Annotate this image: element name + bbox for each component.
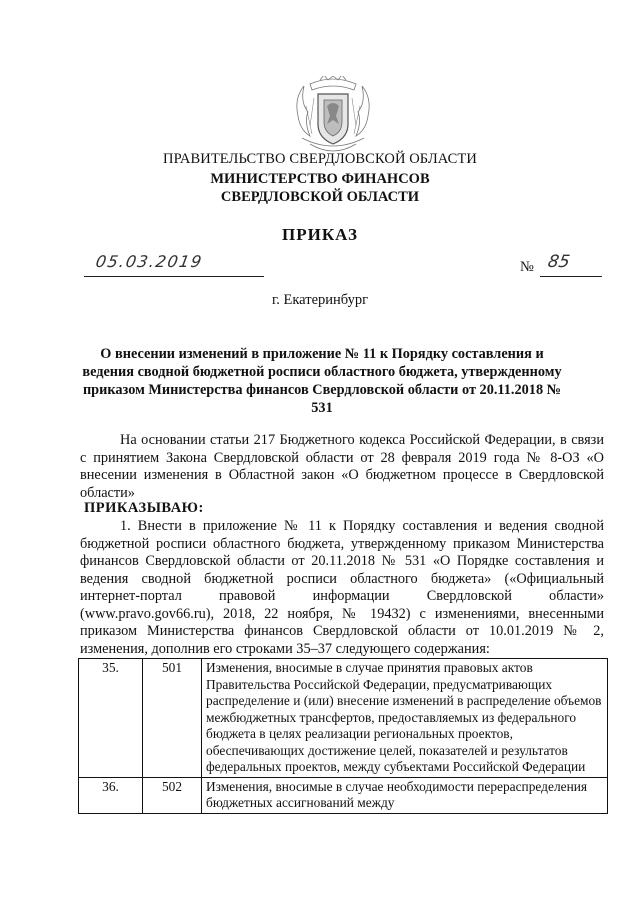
ministry-title-line1: МИНИСТЕРСТВО ФИНАНСОВ — [210, 171, 430, 187]
coat-of-arms-icon — [290, 76, 376, 160]
table-row — [79, 777, 608, 813]
table-row — [79, 659, 608, 778]
document-date: 05.03.2019 — [94, 252, 205, 271]
government-title: ПРАВИТЕЛЬСТВО СВЕРДЛОВСКОЙ ОБЛАСТИ — [163, 151, 477, 167]
preamble-paragraph: На основании статьи 217 Бюджетного кодекса Российской Федерации, в связи с принятием Закона Свердловской области от 28 февраля 2019 года № 8-ОЗ «О внесении изменения в Областной закон «О бюджетном процессе в Свердловской области» — [80, 432, 604, 501]
ministry-title-line2: СВЕРДЛОВСКОЙ ОБЛАСТИ — [220, 189, 420, 205]
amendments-table — [78, 658, 608, 814]
row-description: Изменения, вносимые в случае необходимости перераспределения бюджетных ассигнований между — [202, 777, 608, 813]
date-underline — [84, 276, 264, 277]
number-label: № — [520, 259, 534, 275]
order-word: ПРИКАЗЫВАЮ: — [84, 500, 204, 516]
row-description: Изменения, вносимые в случае принятия правовых актов Правительства Российской Федерации, предусматривающих распределение и (или) внесение изменений в распределение объемов межбюджетных трансфертов, предоставляемых из федерального бюджета в целях реализации региональных проектов, обеспечивающих достижение целей, показателей и результатов федеральных проектов, между субъектами Российской Федерации — [202, 659, 608, 778]
row-code: 501 — [143, 659, 202, 778]
document-number: 85 — [546, 252, 572, 272]
row-number: 36. — [79, 777, 143, 813]
document-type: ПРИКАЗ — [282, 225, 358, 244]
row-number: 35. — [79, 659, 143, 778]
document-subject: О внесении изменений в приложение № 11 к Порядку составления и ведения сводной бюджетной росписи областного бюджета, утвержденному приказом Министерства финансов Свердловской области от 20.11.2018 № 531 — [82, 346, 562, 416]
order-item-1: 1. Внести в приложение № 11 к Порядку составления и ведения сводной бюджетной росписи областного бюджета, утвержденному приказом Министерства финансов Свердловской области от 20.11.2018 № 531 «О Порядке составления и ведения сводной бюджетной росписи областного бюджета» («Официальный интернет-портал правовой информации Свердловской области» (www.pravo.gov66.ru), 2018, 22 ноября, № 19432) с изменениями, внесенными приказом Министерства финансов Свердловской области от 10.01.2019 № 2, изменения, дополнив его строками 35–37 следующего содержания: — [80, 518, 604, 657]
number-underline — [540, 276, 602, 277]
row-code: 502 — [143, 777, 202, 813]
city: г. Екатеринбург — [271, 292, 369, 308]
